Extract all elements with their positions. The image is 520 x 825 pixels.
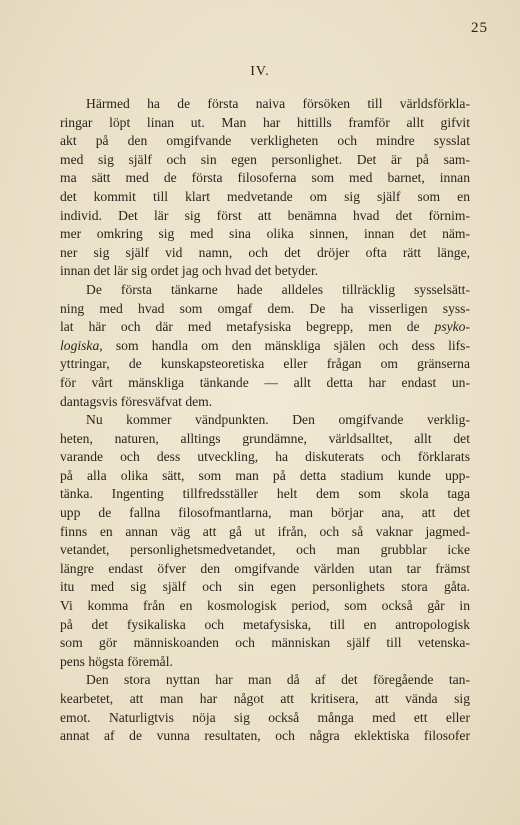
text-line: vetandet, personlighetsmedvetandet, och man grubblar icke <box>60 542 470 558</box>
text-line: Vi komma från en kosmologisk period, som också går in <box>60 598 470 614</box>
text-line: dantagsvis föresväfvat dem. <box>60 393 213 409</box>
text-line: på alla olika sätt, som man på detta stadium kunde upp- <box>60 467 470 483</box>
text-line <box>60 337 470 356</box>
text-line: ringar löpt linan ut. Man har hittills framför allt gifvit <box>60 114 470 130</box>
text-line <box>60 318 470 337</box>
body-text <box>60 95 470 746</box>
text-segment: lat här och där med metafysiska begrepp, men de <box>60 319 435 335</box>
text-line: ning med hvad som omgaf dem. De ha visserligen syss- <box>60 300 470 316</box>
italic-term: psyko- <box>434 319 470 335</box>
text-line: heten, naturen, alltings grundämne, världsalltet, allt det <box>60 430 470 446</box>
text-line: kearbetet, att man har något att kritisera, att vända sig <box>60 691 470 706</box>
text-line: annat af de vunna resultaten, och några eklektiska filosofer <box>60 728 470 744</box>
text-line: Härmed ha de första naiva försöken till världsförkla- <box>86 96 470 111</box>
text-line: upp de fallna filosofmantlarna, man börjar ana, att det <box>60 505 470 521</box>
text-line: innan det lär sig ordet jag och hvad det betyder. <box>60 263 319 279</box>
italic-term: logiska <box>60 337 100 353</box>
text-line: pens högsta föremål. <box>60 653 173 669</box>
chapter-heading: IV. <box>250 64 270 79</box>
text-line: Den stora nyttan har man då af det föregående tan- <box>86 672 470 688</box>
text-line: Nu kommer vändpunkten. Den omgifvande verklig- <box>86 412 470 428</box>
text-line: tänka. Ingenting tillfredsställer helt dem som skola taga <box>60 486 470 502</box>
text-line: akt på den omgifvande verkligheten och mindre sysslat <box>60 133 470 149</box>
text-line: finns en annan väg att gå ut ifrån, och så vaknar jagmed- <box>60 523 470 539</box>
text-line: med sig själf och sin egen personlighet. Det är på sam- <box>60 151 470 167</box>
text-line: emot. Naturligtvis nöja sig också många med ett eller <box>60 709 470 725</box>
text-line: på det fysikaliska och metafysiska, till en antropologisk <box>60 616 470 632</box>
text-line: De första tänkarne hade alldeles tillräcklig sysselsätt- <box>86 281 470 297</box>
page-number: 25 <box>471 20 488 36</box>
text-line: mer omkring sig med sina olika sinnen, innan det näm- <box>60 226 470 242</box>
text-line: itu med sig själf och sin egen personlighets stora gåta. <box>60 579 470 595</box>
text-line: ma sätt med de första filosoferna som med barnet, innan <box>60 170 470 186</box>
text-line: längre endast öfver den omgifvande världen utan tar främst <box>60 560 470 576</box>
text-line: ner sig själf vid namn, och det dröjer ofta rätt länge, <box>60 244 470 260</box>
text-segment: , som handla om den mänskliga själen och dess lifs- <box>99 337 470 353</box>
text-line: det kommit till klart medvetande om sig själf som en <box>60 188 470 204</box>
text-line: varande och dess utveckling, ha diskuterats och förklarats <box>60 449 470 465</box>
text-line: för vårt mänskliga tänkande — allt detta har endast un- <box>60 374 470 390</box>
text-line: som gör människoanden och människan själf till vetenska- <box>60 635 470 651</box>
text-line: individ. Det lär sig först att benämna hvad det förnim- <box>60 207 470 223</box>
text-line: yttringar, de kunskapsteoretiska eller frågan om gränserna <box>60 356 470 372</box>
